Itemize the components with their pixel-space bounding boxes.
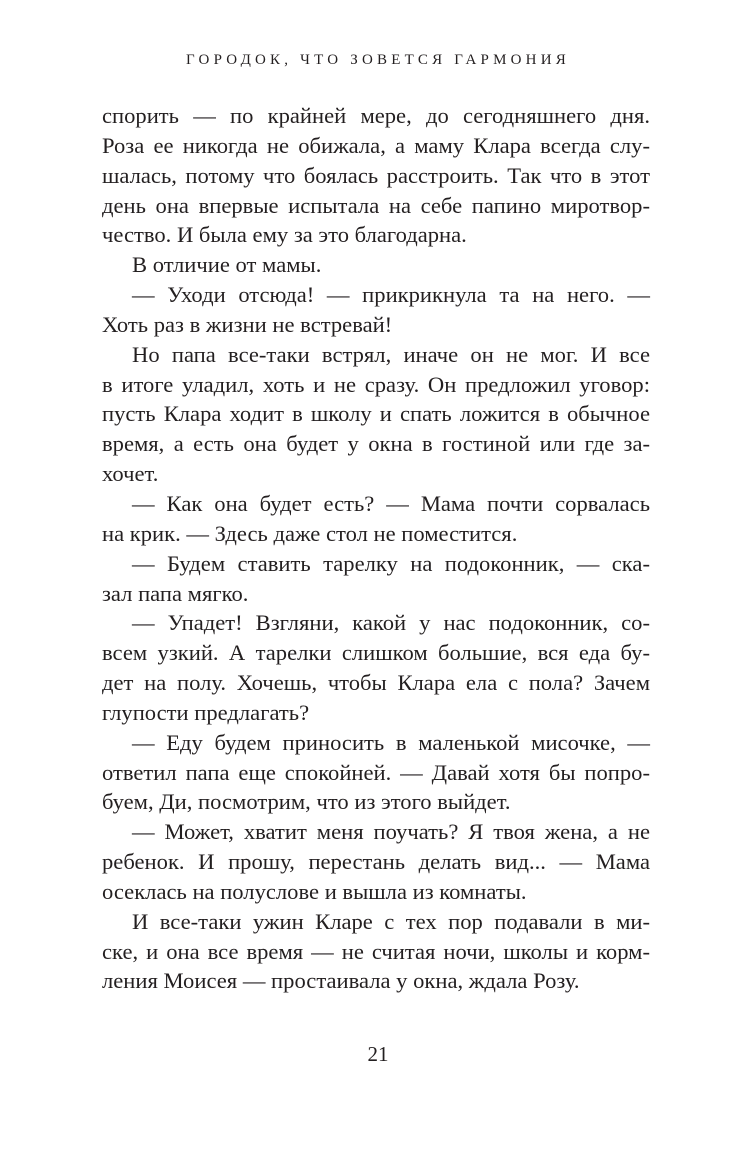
text-line: зал папа мягко.	[102, 580, 249, 606]
text-line: ления Моисея — простаивала у окна, ждала Розу.	[102, 968, 580, 994]
text-line: Хоть раз в жизни не встревай!	[102, 311, 393, 337]
text-line: — Еду будем приносить в маленькой мисочке, —	[132, 729, 650, 755]
text-line: — Будем ставить тарелку на подоконник, — ска-	[132, 550, 650, 576]
text-line: время, а есть она будет у окна в гостиной или где за-	[102, 431, 650, 457]
text-line: в итоге уладил, хоть и не сразу. Он предложил уговор:	[102, 371, 650, 397]
running-head: ГОРОДОК, ЧТО ЗОВЕТСЯ ГАРМОНИЯ	[186, 52, 570, 68]
text-line: буем, Ди, посмотрим, что из этого выйдет.	[102, 789, 511, 815]
text-line: на крик. — Здесь даже стол не поместится.	[102, 520, 518, 546]
text-line: — Упадет! Взгляни, какой у нас подоконник, со-	[132, 610, 650, 636]
text-line: осеклась на полуслове и вышла из комнаты.	[102, 878, 527, 904]
text-line: всем узкий. А тарелки слишком большие, вся еда бу-	[102, 640, 650, 666]
text-line: — Как она будет есть? — Мама почти сорвалась	[132, 490, 650, 516]
text-line: глупости предлагать?	[102, 699, 310, 725]
page-number: 21	[367, 1042, 389, 1066]
text-line: дет на полу. Хочешь, чтобы Клара ела с пола? Зачем	[102, 670, 650, 696]
text-line: шалась, потому что боялась расстроить. Так что в этот	[102, 162, 650, 188]
text-line: — Уходи отсюда! — прикрикнула та на него. —	[132, 282, 650, 308]
text-line: В отличие от мамы.	[132, 252, 322, 278]
text-line: пусть Клара ходит в школу и спать ложится в обычное	[102, 401, 650, 427]
text-line: ответил папа еще спокойней. — Давай хотя бы попро-	[102, 759, 650, 785]
text-line: ске, и она все время — не считая ночи, школы и корм-	[102, 938, 650, 964]
text-line: Роза ее никогда не обижала, а маму Клара всегда слу-	[102, 132, 650, 158]
text-line: И все-таки ужин Кларе с тех пор подавали в ми-	[132, 908, 650, 934]
text-line: ребенок. И прошу, перестань делать вид... — Мама	[102, 849, 650, 875]
text-line: спорить — по крайней мере, до сегодняшнего дня.	[102, 103, 650, 128]
body-text	[102, 101, 650, 996]
text-line: чество. И была ему за это благодарна.	[102, 222, 467, 248]
text-line: день она впервые испытала на себе папино миротвор-	[102, 192, 650, 218]
text-line: хочет.	[102, 461, 159, 487]
text-line: Но папа все-таки встрял, иначе он не мог. И все	[132, 341, 650, 367]
text-line: — Может, хватит меня поучать? Я твоя жена, а не	[132, 819, 650, 845]
